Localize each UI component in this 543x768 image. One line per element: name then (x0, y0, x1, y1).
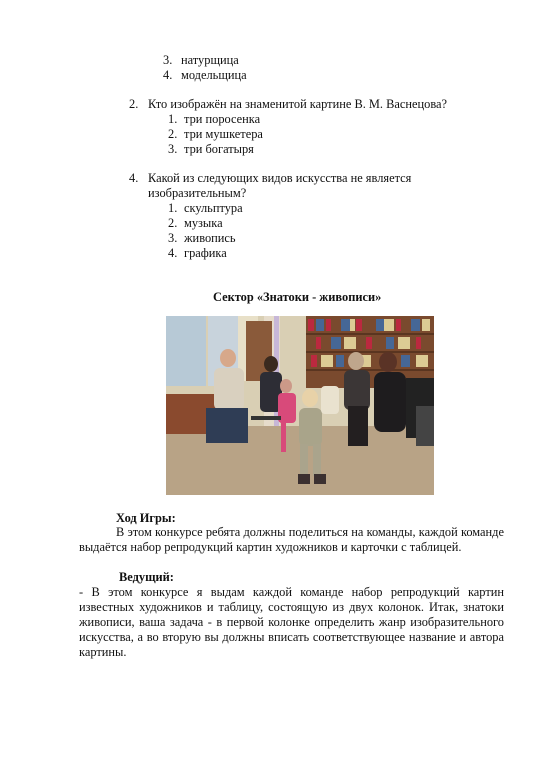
option-number: 1. (168, 112, 178, 126)
option-text: графика (184, 246, 227, 260)
option-text: три поросенка (184, 112, 261, 126)
event-photo (166, 316, 434, 495)
section-title: Сектор «Знатоки - живописи» (213, 290, 382, 304)
host-paragraph (79, 585, 504, 660)
option-number: 3. (168, 231, 178, 245)
option-number: 3. (168, 142, 178, 156)
option-text: скульптура (184, 201, 243, 215)
host-text: - В этом конкурсе я выдам каждой команде набор репродукций картин известных художников и таблицу, состоящую из двух колонок. Итак, знатоки живописи, ваша задача - в первой колонке определить жанр изобразительного искусства, а во вторую вы должны вписать соответствующее название и автора картины. (79, 585, 504, 659)
option-number: 2. (168, 127, 178, 141)
game-heading: Ход Игры: (116, 511, 176, 525)
option-text: живопись (184, 231, 236, 245)
option-text: три мушкетера (184, 127, 263, 141)
question-text: Кто изображён на знаменитой картине В. М. Васнецова? (148, 97, 448, 111)
option-text: музыка (184, 216, 223, 230)
game-text: В этом конкурсе ребята должны поделиться на команды, каждой команде выдаётся набор репродукций картин художников и карточки с таблицей. (79, 525, 504, 554)
question-text-continued: изобразительным? (148, 186, 247, 200)
option-number: 2. (168, 216, 178, 230)
question-text: Какой из следующих видов искусства не является (148, 171, 412, 185)
question-number: 2. (129, 97, 139, 111)
option-number: 4. (168, 246, 178, 260)
game-paragraph (79, 525, 504, 555)
option-number: 1. (168, 201, 178, 215)
list-item: модельщица (181, 68, 247, 82)
option-text: три богатыря (184, 142, 254, 156)
list-number: 3. (163, 53, 173, 67)
list-item: натурщица (181, 53, 239, 67)
host-heading: Ведущий: (119, 570, 174, 584)
list-number: 4. (163, 68, 173, 82)
question-number: 4. (129, 171, 139, 185)
